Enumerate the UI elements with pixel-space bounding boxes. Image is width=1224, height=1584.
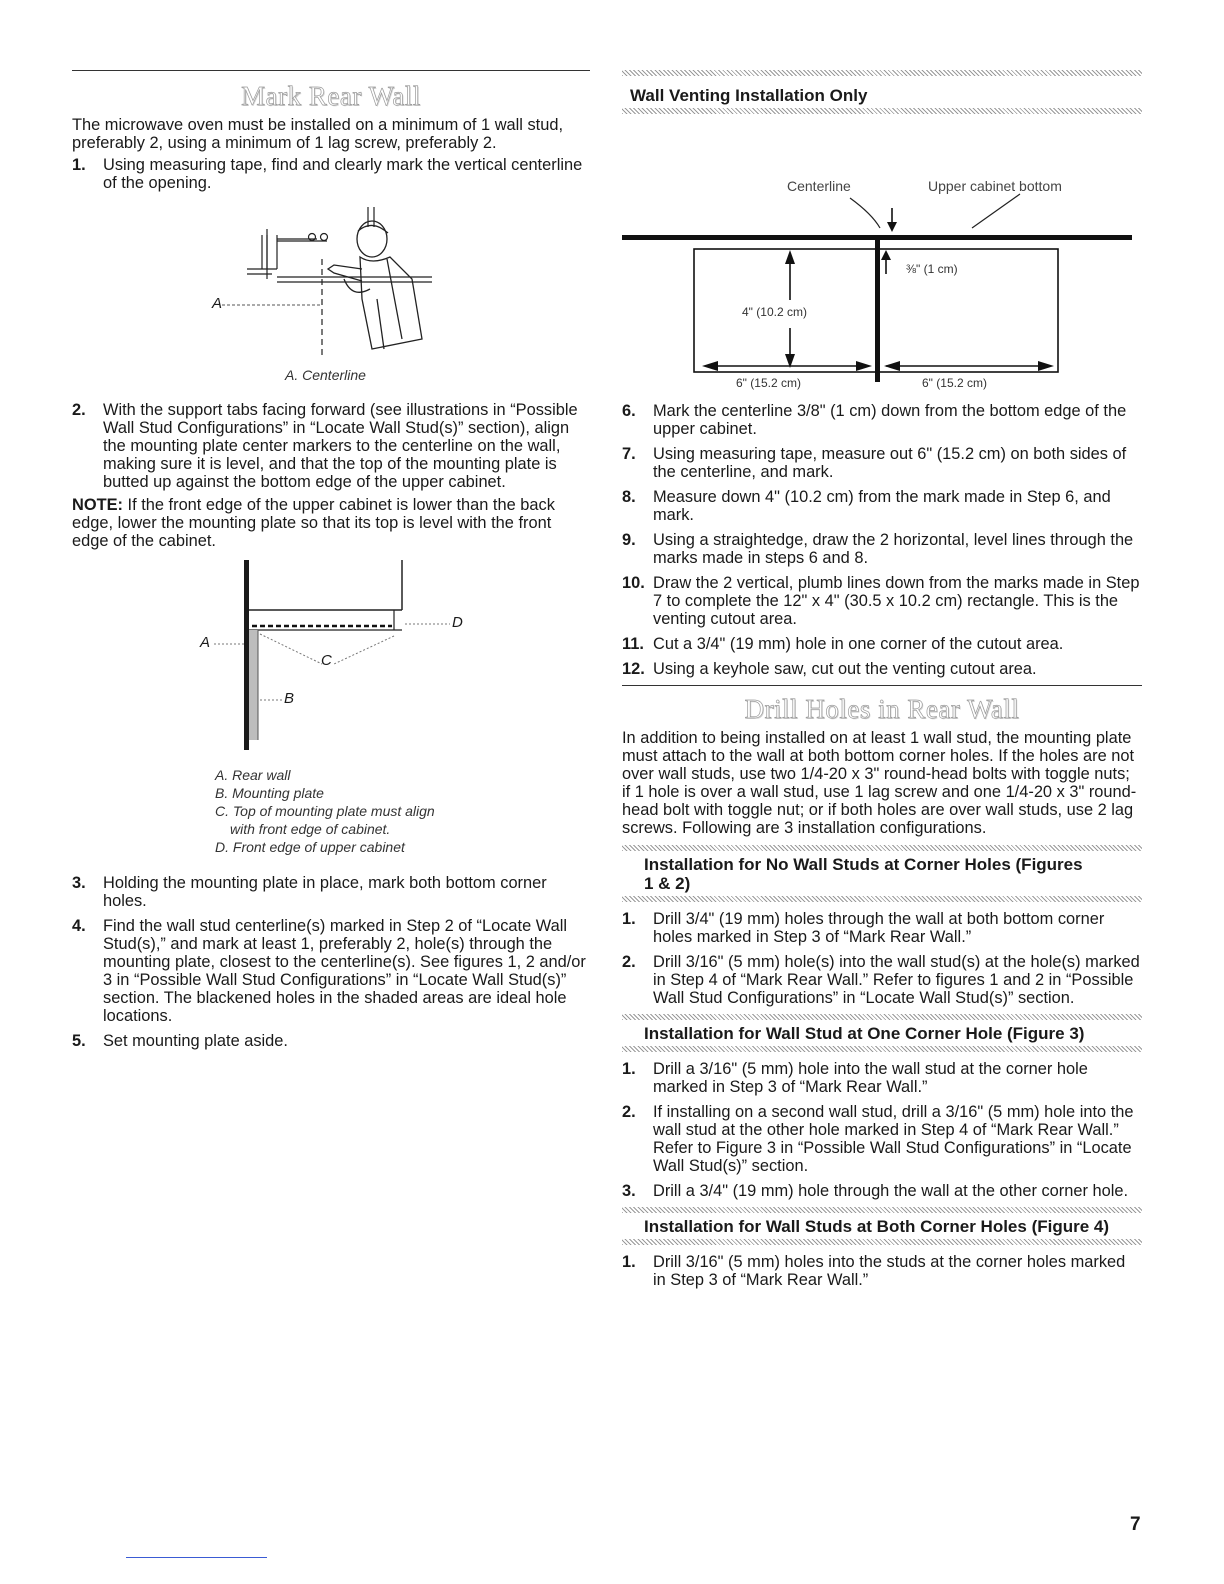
step-number: 12. xyxy=(622,660,645,678)
step-text: If installing on a second wall stud, drill a 3/16" (5 mm) hole into the wall stud at the other hole marked in Step 4 of “Mark Rear Wall.” Refer to Figure 3 in “Possible Wall Stud Configurations” in “Locate Wall Stud(s)” section. xyxy=(653,1103,1134,1175)
config1-steps xyxy=(622,910,1142,1007)
step-1 xyxy=(72,156,590,192)
caption-rear-wall: A. Rear wall xyxy=(215,767,291,783)
step-2 xyxy=(72,401,590,491)
centerline-caption: A. Centerline xyxy=(285,367,366,383)
step-5 xyxy=(72,1032,590,1050)
four-inch-label: 4" (10.2 cm) xyxy=(742,305,807,319)
left-column xyxy=(72,70,590,1057)
page-number: 7 xyxy=(1130,1514,1141,1535)
config1-step-1 xyxy=(622,910,1142,946)
mark-steps-3 xyxy=(72,874,590,1050)
step-number: 8. xyxy=(622,488,636,506)
plate-label-c: C xyxy=(321,652,332,669)
centerline-illustration xyxy=(72,199,590,359)
config2-hatch-bottom xyxy=(622,1046,1142,1052)
step-number: 2. xyxy=(622,1103,636,1121)
step-number: 9. xyxy=(622,531,636,549)
config3-hatch-top xyxy=(622,1207,1142,1213)
step-text: Mark the centerline 3/8" (1 cm) down from the bottom edge of the upper cabinet. xyxy=(653,402,1127,438)
centerline-label-a: A xyxy=(212,295,223,312)
step-number: 1. xyxy=(622,910,636,928)
venting-hatch-top xyxy=(622,70,1142,76)
step-text: Holding the mounting plate in place, mark both bottom corner holes. xyxy=(103,874,547,910)
step-10 xyxy=(622,574,1142,628)
caption-top-align: C. Top of mounting plate must align xyxy=(215,803,435,819)
caption-top-align-cont: with front edge of cabinet. xyxy=(230,821,391,837)
step-number: 11. xyxy=(622,635,644,653)
step-7 xyxy=(622,445,1142,481)
six-inch-left-label: 6" (15.2 cm) xyxy=(736,376,801,390)
step-4 xyxy=(72,917,590,1025)
step-number: 1. xyxy=(72,156,86,174)
left-top-rule xyxy=(72,70,590,71)
config2-step-3 xyxy=(622,1182,1142,1200)
step-text: With the support tabs facing forward (see illustrations in “Possible Wall Stud Configurations” in “Locate Wall Stud(s)” section), align the mounting plate center markers to the centerline on the wall, making sure it is level, and that the top of the mounting plate is butted up against the bottom edge of the upper cabinet. xyxy=(103,401,578,491)
venting-cutout-diagram xyxy=(622,114,1142,386)
venting-steps xyxy=(622,402,1142,678)
config2-steps xyxy=(622,1060,1142,1200)
step-11 xyxy=(622,635,1142,653)
config1-hatch-bottom xyxy=(622,896,1142,902)
step-text: Set mounting plate aside. xyxy=(103,1032,288,1050)
step-number: 2. xyxy=(622,953,636,971)
step-text: Using a straightedge, draw the 2 horizontal, level lines through the marks made in steps 6 and 8. xyxy=(653,531,1134,567)
step-number: 1. xyxy=(622,1253,636,1271)
three-eighths-label: ⅜" (1 cm) xyxy=(906,262,958,276)
config1-step-2 xyxy=(622,953,1142,1007)
mark-rear-wall-intro: The microwave oven must be installed on a minimum of 1 wall stud, preferably 2, using a minimum of 1 lag screw, preferably 2. xyxy=(72,116,564,152)
centerline-diagram-label: Centerline xyxy=(787,178,851,194)
plate-label-a: A xyxy=(200,634,211,651)
caption-mounting-plate: B. Mounting plate xyxy=(215,785,324,801)
config3-hatch-bottom xyxy=(622,1239,1142,1245)
drill-holes-intro: In addition to being installed on at least 1 wall stud, the mounting plate must attach to the wall at both bottom corner holes. If the holes are not over wall studs, use two 1/4-20 x 3" round-head bolts with toggle nuts; if 1 hole is over a wall stud, use 1 lag screw and one 1/4-20 x 3" round-head bolt with toggle nut; or if both holes are over wall studs, use 2 lag screws. Following are 3 installation configurations. xyxy=(622,729,1137,837)
step-9 xyxy=(622,531,1142,567)
step-number: 5. xyxy=(72,1032,86,1050)
step-number: 4. xyxy=(72,917,86,935)
plate-label-d: D xyxy=(452,614,463,631)
note-text: If the front edge of the upper cabinet is lower than the back edge, lower the mounting plate so that its top is level with the front edge of the cabinet. xyxy=(72,496,555,550)
step-text: Drill a 3/4" (19 mm) hole through the wall at the other corner hole. xyxy=(653,1182,1129,1200)
venting-diagram xyxy=(622,114,1142,390)
mounting-plate-figure xyxy=(72,560,590,758)
plate-label-b: B xyxy=(284,690,295,707)
step-number: 3. xyxy=(622,1182,636,1200)
step-text: Drill 3/16" (5 mm) holes into the studs at the corner holes marked in Step 3 of “Mark Rear Wall.” xyxy=(653,1253,1126,1289)
bottom-edge-line xyxy=(126,1557,267,1558)
centerline-figure xyxy=(72,199,590,381)
step-number: 3. xyxy=(72,874,86,892)
step-number: 7. xyxy=(622,445,636,463)
step-text: Drill 3/4" (19 mm) holes through the wall at both bottom corner holes marked in Step 3 of “Mark Rear Wall.” xyxy=(653,910,1105,946)
config3-title: Installation for Wall Studs at Both Corner Holes (Figure 4) xyxy=(644,1217,1110,1236)
config1-hatch-top xyxy=(622,845,1142,851)
upper-cabinet-bottom-label: Upper cabinet bottom xyxy=(928,178,1062,194)
mark-steps-2 xyxy=(72,401,590,491)
config2-step-1 xyxy=(622,1060,1142,1096)
step-text: Using measuring tape, find and clearly mark the vertical centerline of the opening. xyxy=(103,156,583,192)
caption-front-edge: D. Front edge of upper cabinet xyxy=(215,839,405,855)
venting-title: Wall Venting Installation Only xyxy=(630,86,868,105)
step-number: 10. xyxy=(622,574,645,592)
six-inch-right-label: 6" (15.2 cm) xyxy=(922,376,987,390)
step-number: 2. xyxy=(72,401,86,419)
right-column xyxy=(622,70,1142,1296)
step-number: 6. xyxy=(622,402,636,420)
step-text: Measure down 4" (10.2 cm) from the mark made in Step 6, and mark. xyxy=(653,488,1111,524)
step-text: Drill 3/16" (5 mm) hole(s) into the wall stud(s) at the hole(s) marked in Step 4 of “Mark Rear Wall.” Refer to figures 1 and 2 in “Possible Wall Stud Configurations” in “Locate Wall Stud(s)” section. xyxy=(653,953,1140,1007)
step-8 xyxy=(622,488,1142,524)
step-text: Using measuring tape, measure out 6" (15.2 cm) on both sides of the centerline, and mark. xyxy=(653,445,1127,481)
step-3 xyxy=(72,874,590,910)
step-12 xyxy=(622,660,1142,678)
step-number: 1. xyxy=(622,1060,636,1078)
note-label: NOTE: xyxy=(72,496,123,514)
step-text: Find the wall stud centerline(s) marked in Step 2 of “Locate Wall Stud(s),” and mark at least 1, preferably 2, hole(s) through the mounting plate, closest to the centerline(s). See figures 1, 2 and/or 3 in “Possible Wall Stud Configurations” in “Locate Wall Stud(s)” section. The blackened holes in the shaded areas are ideal hole locations. xyxy=(103,917,586,1025)
config2-step-2 xyxy=(622,1103,1142,1175)
mounting-plate-captions xyxy=(215,766,590,856)
step-text: Draw the 2 vertical, plumb lines down from the marks made in Step 7 to complete the 12" x 4" (30.5 x 10.2 cm) rectangle. This is the venting cutout area. xyxy=(653,574,1140,628)
config3-step-1 xyxy=(622,1253,1142,1289)
step-6 xyxy=(622,402,1142,438)
drill-top-rule xyxy=(622,685,1142,686)
config1-title: Installation for No Wall Studs at Corner Holes (Figures 1 & 2) xyxy=(644,855,1083,893)
note-paragraph xyxy=(72,496,590,550)
config3-steps xyxy=(622,1253,1142,1289)
drill-holes-title: Drill Holes in Rear Wall xyxy=(744,694,1020,724)
step-text: Cut a 3/4" (19 mm) hole in one corner of the cutout area. xyxy=(653,635,1064,653)
mark-steps-1 xyxy=(72,156,590,192)
step-text: Drill a 3/16" (5 mm) hole into the wall stud at the corner hole marked in Step 3 of “Mark Rear Wall.” xyxy=(653,1060,1088,1096)
mark-rear-wall-title: Mark Rear Wall xyxy=(241,81,421,111)
config2-hatch-top xyxy=(622,1014,1142,1020)
config2-title: Installation for Wall Stud at One Corner Hole (Figure 3) xyxy=(644,1024,1085,1043)
step-text: Using a keyhole saw, cut out the venting cutout area. xyxy=(653,660,1037,678)
